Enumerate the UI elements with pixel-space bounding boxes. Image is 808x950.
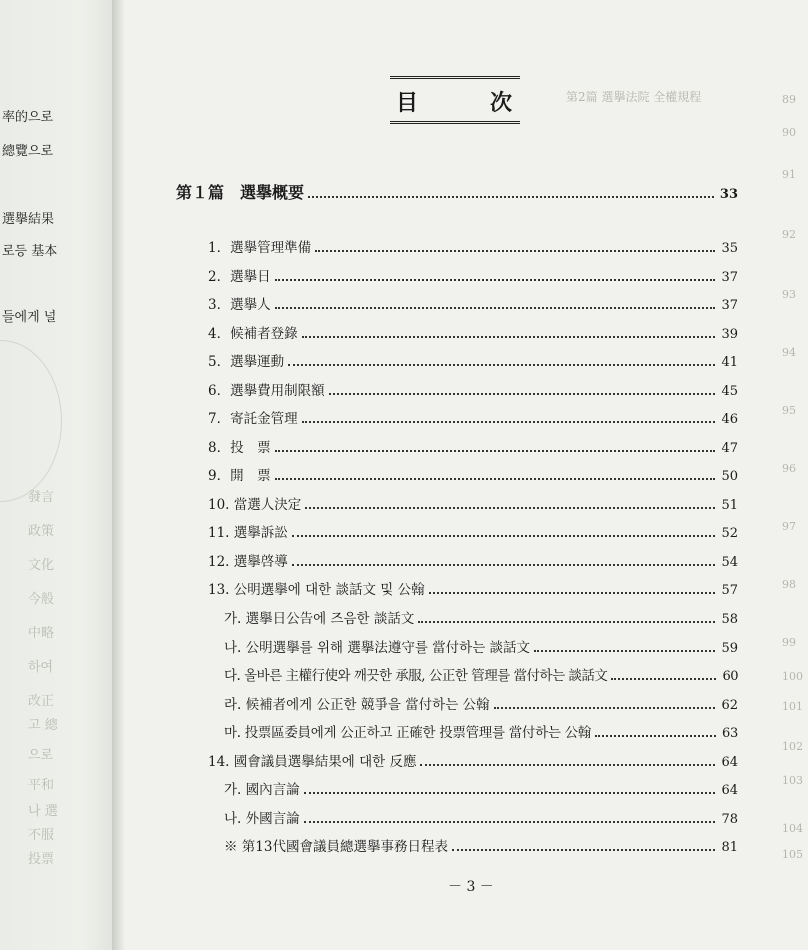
page-ref: 52 — [721, 526, 738, 541]
left-fragment: 選擧結果 — [2, 212, 55, 227]
leader-dots — [275, 278, 716, 281]
page-ref: 51 — [721, 498, 738, 513]
left-fragment: 總覽으로 — [2, 144, 54, 159]
page-ref: 57 — [721, 583, 738, 598]
left-ghost-text: 投票 — [28, 852, 55, 867]
leader-dots — [292, 563, 716, 566]
left-ghost-text: 中略 — [28, 626, 55, 641]
show-through-number: 98 — [782, 578, 796, 591]
show-through-number: 104 — [782, 822, 803, 835]
show-through-number: 92 — [782, 228, 796, 241]
entry-label: 7．寄託金管理 — [208, 411, 298, 427]
entry-label: 3．選擧人 — [208, 297, 271, 313]
entry-label: 2．選擧日 — [208, 269, 271, 285]
entry-label: 라. 候補者에게 公正한 競爭을 當付하는 公翰 — [224, 697, 490, 713]
page-ref: 33 — [719, 187, 738, 202]
leader-dots — [302, 335, 716, 338]
show-through-number: 101 — [782, 700, 803, 713]
left-page-edge — [0, 0, 118, 950]
page-ref: 60 — [722, 669, 738, 684]
toc-entry — [208, 464, 738, 484]
left-ghost-text: 不服 — [28, 828, 55, 843]
left-fragment: 들에게 널 — [2, 310, 57, 325]
toc-entry — [208, 436, 738, 456]
left-ghost-text: 文化 — [28, 558, 55, 573]
page-title — [390, 76, 520, 124]
part-label: 第１篇 選擧概要 — [176, 183, 305, 202]
toc-page — [126, 0, 808, 950]
left-ghost-text: 今般 — [28, 592, 55, 607]
entry-label: 가. 選擧日公告에 즈음한 談話文 — [224, 611, 415, 627]
toc-subentry — [224, 807, 738, 827]
page-ref: 35 — [721, 241, 738, 256]
leader-dots — [288, 363, 715, 366]
show-through-number: 89 — [782, 93, 796, 106]
show-through-number: 94 — [782, 346, 796, 359]
entry-label: 12. 選擧啓導 — [208, 554, 288, 570]
page-ref: 50 — [721, 469, 738, 484]
page-ref: 47 — [721, 441, 738, 456]
entry-label: 13. 公明選擧에 대한 談話文 및 公翰 — [208, 582, 425, 598]
page-ref: 41 — [721, 355, 738, 370]
entry-label: 9．開 票 — [208, 468, 271, 484]
page-ref: 37 — [721, 270, 738, 285]
show-through-number: 99 — [782, 636, 796, 649]
leader-dots — [418, 620, 715, 623]
left-page-arc — [0, 340, 62, 502]
left-fragment: 率的으로 — [2, 110, 54, 125]
show-through-number: 102 — [782, 740, 803, 753]
toc-entry — [208, 265, 738, 285]
entry-label: 나. 公明選擧를 위해 選擧法遵守를 當付하는 談話文 — [224, 640, 531, 656]
page-ref: 78 — [721, 812, 738, 827]
show-through-number: 91 — [782, 168, 796, 181]
leader-dots — [302, 420, 716, 423]
page-number: － 3 － — [448, 879, 494, 895]
entry-label: 마. 投票區委員에게 公正하고 正確한 投票管理를 當付하는 公翰 — [224, 725, 592, 741]
leader-dots — [305, 506, 715, 509]
page-ref: 62 — [721, 698, 738, 713]
page-ref: 54 — [721, 555, 738, 570]
toc-subentry — [224, 664, 738, 684]
leader-dots — [292, 534, 716, 537]
left-ghost-text: 고 總 — [28, 718, 58, 733]
left-ghost-text: 으로 — [28, 748, 54, 763]
show-through-number: 90 — [782, 126, 796, 139]
toc-entry — [208, 322, 738, 342]
show-through-number: 96 — [782, 462, 796, 475]
leader-dots — [420, 763, 715, 766]
entry-label: 8．投 票 — [208, 440, 271, 456]
title-char-right: 次 — [489, 90, 512, 116]
toc-subentry — [224, 721, 738, 741]
show-through-header: 第2篇 選擧法院 全權規程 — [566, 90, 702, 104]
entry-label: 1．選擧管理準備 — [208, 240, 312, 256]
page-ref: 59 — [721, 641, 738, 656]
show-through-number: 100 — [782, 670, 803, 683]
leader-dots — [452, 848, 715, 851]
title-char-left: 目 — [396, 90, 419, 116]
page-ref: 39 — [721, 327, 738, 342]
leader-dots — [329, 392, 716, 395]
page-ref: 63 — [722, 726, 738, 741]
entry-label: 6．選擧費用制限額 — [208, 383, 325, 399]
page-ref: 64 — [721, 783, 738, 798]
toc-subentry — [224, 636, 738, 656]
left-fragment: 로등 基本 — [2, 244, 58, 259]
entry-label: 다. 올바른 主權行使와 깨끗한 承服, 公正한 管理를 當付하는 談話文 — [224, 668, 608, 684]
leader-dots — [308, 195, 714, 198]
left-ghost-text: 政策 — [28, 524, 55, 539]
toc-entry — [208, 750, 738, 770]
toc-entry — [208, 550, 738, 570]
toc-entry — [208, 493, 738, 513]
entry-label: 14. 國會議員選擧結果에 대한 反應 — [208, 754, 417, 770]
book-gutter — [112, 0, 126, 950]
toc-subentry — [224, 607, 738, 627]
entry-label: 10. 當選人決定 — [208, 497, 302, 513]
entry-label: 나. 外國言論 — [224, 811, 300, 827]
leader-dots — [275, 449, 716, 452]
entry-label: 4．候補者登錄 — [208, 326, 298, 342]
left-ghost-text: 改正 — [28, 694, 55, 709]
page-ref: 37 — [721, 298, 738, 313]
show-through-number: 103 — [782, 774, 803, 787]
toc-entry — [208, 350, 738, 370]
page-ref: 64 — [721, 755, 738, 770]
entry-label: 11. 選擧訴訟 — [208, 525, 288, 541]
toc-subentry — [224, 693, 738, 713]
page-ref: 46 — [721, 412, 738, 427]
toc-part-heading — [176, 180, 738, 203]
left-ghost-text: 나 選 — [28, 804, 58, 819]
leader-dots — [595, 734, 716, 737]
entry-label: ※ 第13代國會議員總選擧事務日程表 — [224, 839, 448, 855]
leader-dots — [304, 791, 716, 794]
left-ghost-text: 平和 — [28, 778, 55, 793]
toc-subentry — [224, 778, 738, 798]
toc-note-entry — [224, 835, 738, 855]
leader-dots — [611, 677, 716, 680]
page-ref: 58 — [721, 612, 738, 627]
entry-label: 5．選擧運動 — [208, 354, 285, 370]
page-ref: 45 — [721, 384, 738, 399]
toc-entry — [208, 521, 738, 541]
toc-entry — [208, 407, 738, 427]
show-through-number: 95 — [782, 404, 796, 417]
toc-entry — [208, 379, 738, 399]
entry-label: 가. 國內言論 — [224, 782, 300, 798]
leader-dots — [275, 306, 716, 309]
leader-dots — [494, 706, 716, 709]
left-ghost-text: 發言 — [28, 490, 55, 505]
page-ref: 81 — [721, 840, 738, 855]
leader-dots — [534, 649, 715, 652]
leader-dots — [275, 477, 716, 480]
leader-dots — [429, 591, 716, 594]
toc-entry — [208, 236, 738, 256]
show-through-number: 105 — [782, 848, 803, 861]
show-through-number: 97 — [782, 520, 796, 533]
leader-dots — [315, 249, 715, 252]
toc-entry — [208, 293, 738, 313]
toc-entry — [208, 578, 738, 598]
leader-dots — [304, 820, 716, 823]
show-through-number: 93 — [782, 288, 796, 301]
left-ghost-text: 하여 — [28, 660, 54, 675]
